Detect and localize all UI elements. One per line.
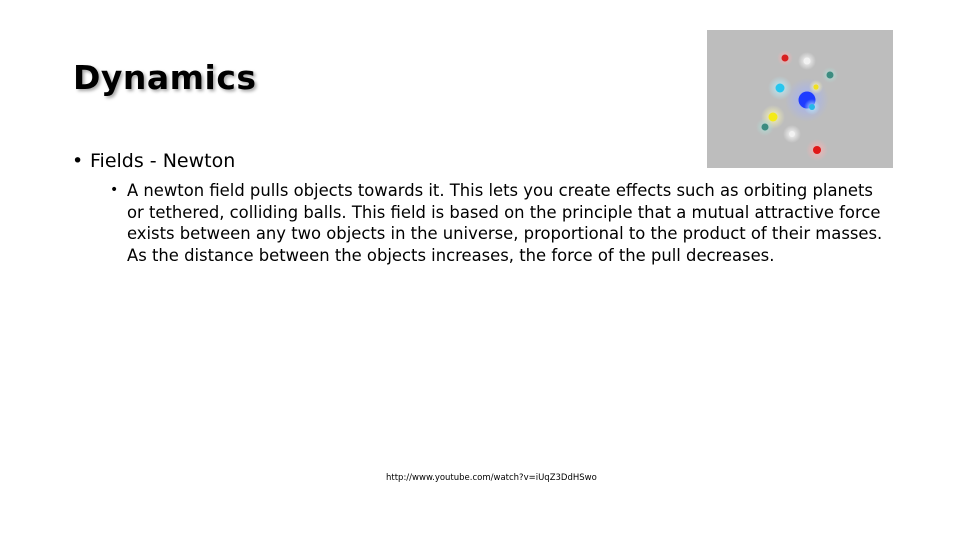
- ball-red-bottom: [813, 146, 821, 154]
- ball-teal-left: [762, 124, 769, 131]
- newton-field-image: [707, 30, 893, 168]
- slide-title: Dynamics: [73, 58, 257, 97]
- bullet-level-2: [110, 180, 890, 266]
- ball-teal-right: [827, 72, 834, 79]
- ball-yellow-small: [813, 84, 818, 89]
- ball-white-top: [804, 58, 811, 65]
- video-link[interactable]: http://www.youtube.com/watch?v=iUqZ3DdHSwo: [386, 473, 597, 483]
- ball-cyan-small: [809, 104, 815, 110]
- bullet-level-1: [72, 150, 235, 172]
- ball-cyan-left: [776, 84, 785, 93]
- bullet-marker: •: [110, 182, 119, 198]
- ball-red-top: [782, 55, 789, 62]
- ball-white-bottom: [789, 131, 795, 137]
- bullet-level-2-text: A newton field pulls objects towards it. This lets you create effects such as orbiting planets or tethered, colliding balls. This field is based on the principle that a mutual attractive force exists between any two objects in the universe, proportional to the product of their masses. As the distance between the objects increases, the force of the pull decreases.: [127, 181, 883, 265]
- bullet-level-1-text: Fields - Newton: [90, 150, 236, 172]
- bullet-marker: •: [72, 150, 84, 172]
